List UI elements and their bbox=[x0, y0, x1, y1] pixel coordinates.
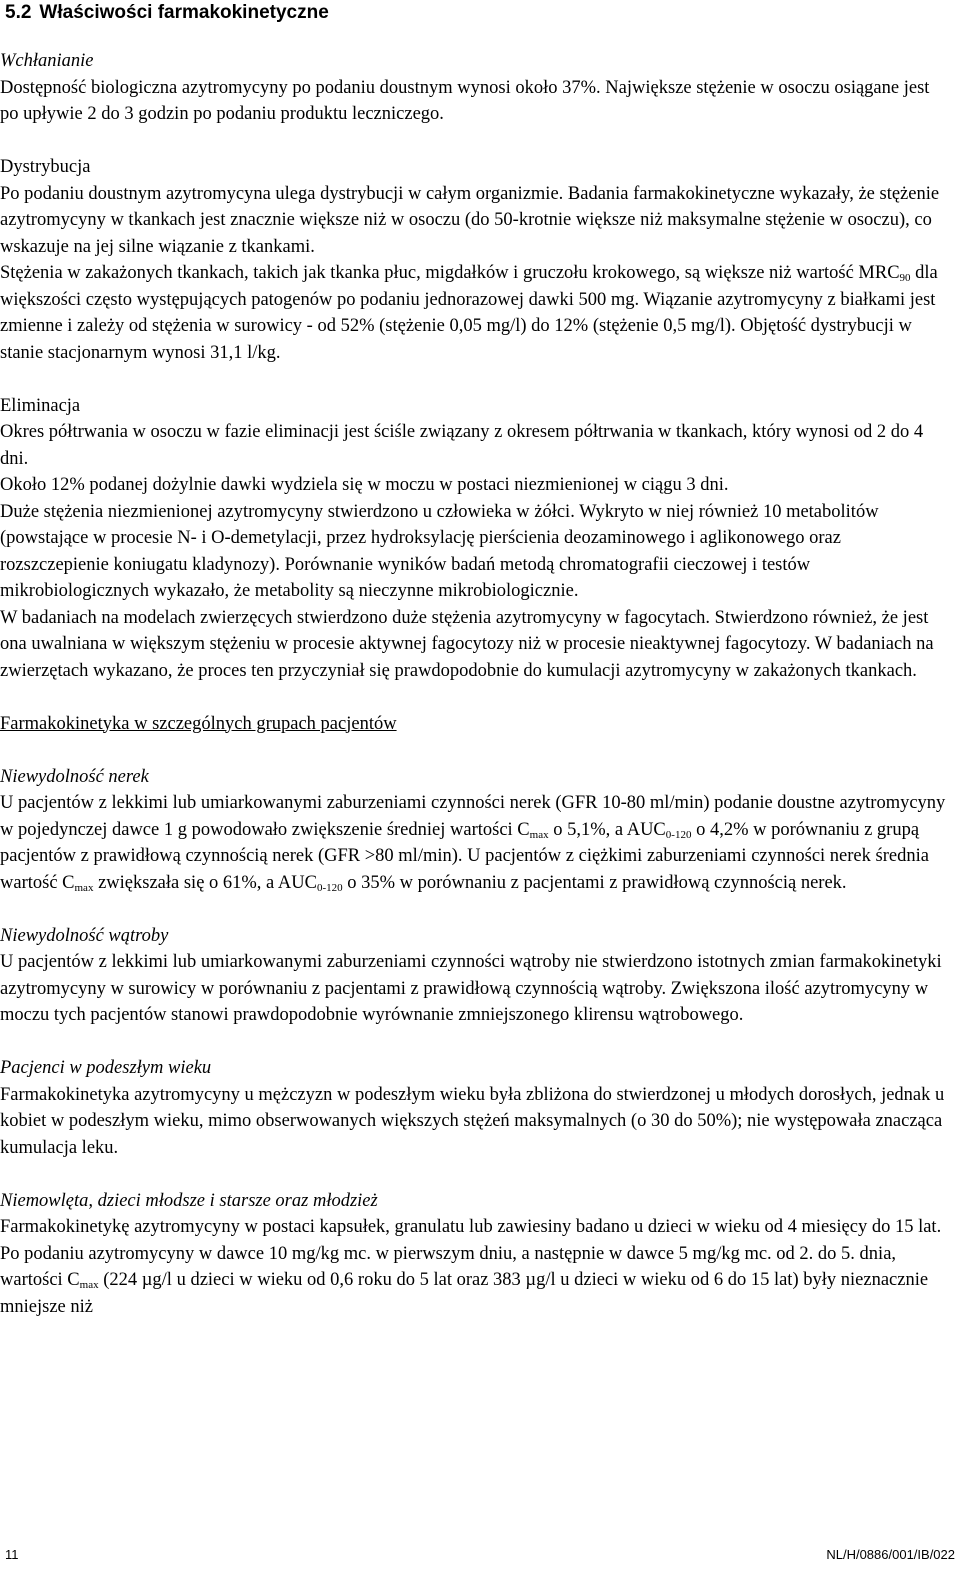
renal-text-3: o 4,2% w porównaniu z grupą pacjentów z prawidłową czynnością nerek (GFR >80 ml/min). U pacjentów z ciężkimi zaburzeniami czynności nerek średnia wartość C bbox=[0, 819, 929, 893]
children-text-1: Farmakokinetykę azytromycyny w postaci kapsułek, granulatu lub zawiesiny badano u dzieci w wieku od 4 miesięcy do 15 lat. Po podaniu azytromycyny w dawce 10 mg/kg mc. w pierwszym dniu, a następnie w dawce 5 mg/kg mc. od 2. do 5. dnia, wartości C bbox=[0, 1217, 942, 1290]
elimination-paragraph-2: Około 12% podanej dożylnie dawki wydziela się w moczu w postaci niezmienionej w ciągu 3 dni. bbox=[0, 475, 729, 495]
elderly-section bbox=[0, 1055, 950, 1161]
elderly-text: Farmakokinetyka azytromycyny u mężczyzn w podeszłym wieku była zbliżona do stwierdzonej u młodych dorosłych, jednak u kobiet w podeszłym wieku, mimo obserwowanych większych stężeń maksymalnych (o 30 do 50%); nie występowała znacząca kumulacja leku. bbox=[0, 1084, 945, 1158]
elimination-paragraph-1: Okres półtrwania w osoczu w fazie eliminacji jest ściśle związany z okresem półtrwania w tkankach, który wynosi od 2 do 4 dni. bbox=[0, 422, 924, 469]
elimination-heading: Eliminacja bbox=[0, 395, 81, 416]
distribution-p2-text-b: dla większości często występujących patogenów po podaniu jednorazowej dawki 500 mg. Wiązanie azytromycyny z białkami jest zmienne i zależy od stężenia w surowicy - od 52% (stężenie 0,05 mg/l) do 12% (stężenie 0,5 mg/l). Objętość dystrybucji w stanie stacjonarnym wynosi 31,1 l/kg. bbox=[0, 263, 938, 363]
cmax-subscript: max bbox=[74, 881, 94, 894]
section-title: Właściwości farmakokinetyczne bbox=[39, 2, 329, 23]
children-section bbox=[0, 1188, 950, 1321]
renal-text-2: o 5,1%, a AUC bbox=[548, 819, 666, 840]
distribution-paragraph-1: Po podaniu doustnym azytromycyna ulega dystrybucji w całym organizmie. Badania farmakokinetyczne wykazały, że stężenie azytromycyny w tkankach jest znacznie większe niż w osoczu (do 50-krotnie większe niż maksymalne stężenie w osoczu), co wskazuje na jej silne wiązanie z tkankami. bbox=[0, 183, 940, 257]
elimination-paragraph-3: Duże stężenia niezmienionej azytromycyny stwierdzono u człowieka w żółci. Wykryto w niej również 10 metabolitów (powstające w procesie N- i O-demetylacji, przez hydroksylację pierścienia deozaminowego i aglikonowego oraz rozszczepienie koniugatu kladynozy). Porównanie wyników badań metodą chromatografii cieczowej i testów mikrobiologicznych wykazało, że metabolity są nieczynne mikrobiologicznie. bbox=[0, 501, 879, 601]
elderly-heading: Pacjenci w podeszłym wieku bbox=[0, 1058, 212, 1078]
hepatic-text: U pacjentów z lekkimi lub umiarkowanymi zaburzeniami czynności wątroby nie stwierdzono istotnych zmian farmakokinetyki azytromycyny w surowicy w porównaniu z pacjentami z prawidłową czynnością wątroby. Zwiększona ilość azytromycyny w moczu tych pacjentów stanowi prawdopodobnie wyrównanie zmniejszonego klirensu wątrobowego. bbox=[0, 952, 942, 1025]
mrc-subscript: 90 bbox=[899, 272, 911, 284]
distribution-section bbox=[0, 154, 950, 366]
auc-subscript: 0-120 bbox=[316, 881, 343, 894]
renal-text-4: zwiększała się o 61%, a AUC bbox=[93, 872, 317, 893]
renal-text-1: U pacjentów z lekkimi lub umiarkowanymi zaburzeniami czynności nerek (GFR 10-80 ml/min) podanie doustne azytromycyny w pojedynczej dawce 1 g powodowało zwiększenie średniej wartości C bbox=[0, 793, 946, 840]
renal-text bbox=[0, 790, 950, 896]
document-reference: NL/H/0886/001/IB/022 bbox=[826, 1547, 955, 1562]
cmax-subscript: max bbox=[529, 828, 549, 841]
absorption-text: Dostępność biologiczna azytromycyny po podaniu doustnym wynosi około 37%. Największe stężenie w osoczu osiągane jest po upływie 2 do 3 godzin po podaniu produktu leczniczego. bbox=[0, 77, 930, 124]
renal-section bbox=[0, 764, 950, 897]
elimination-paragraph-4: W badaniach na modelach zwierzęcych stwierdzono duże stężenia azytromycyny w fagocytach. Stwierdzono również, że jest ona uwalniana w większym stężeniu w procesie aktywnej fagocytozy niż w procesie nieaktywnej fagocytozy. W badaniach na zwierzętach wykazano, że proces ten przyczyniał się prawdopodobnie do kumulacji azytromycyny w zakażonych tkankach. bbox=[0, 607, 934, 681]
special-groups-section bbox=[0, 711, 950, 738]
distribution-p2-text-a: Stężenia w zakażonych tkankach, takich jak tkanka płuc, migdałków i gruczołu krokowego, są większe niż wartość MRC bbox=[0, 263, 900, 283]
renal-heading: Niewydolność nerek bbox=[0, 766, 149, 787]
children-text-2: (224 µg/l u dzieci w wieku od 0,6 roku do 5 lat oraz 383 µg/l u dzieci w wieku od 6 do 15 lat) były nieznacznie mniejsze niż bbox=[0, 1270, 929, 1317]
children-text bbox=[0, 1214, 950, 1320]
page-number: 11 bbox=[5, 1547, 19, 1562]
absorption-heading: Wchłanianie bbox=[0, 51, 94, 71]
distribution-heading: Dystrybucja bbox=[0, 157, 91, 177]
auc-subscript: 0-120 bbox=[665, 828, 692, 841]
elimination-section bbox=[0, 393, 950, 685]
cmax-subscript: max bbox=[79, 1279, 99, 1291]
distribution-paragraph-2 bbox=[0, 260, 950, 366]
section-number: 5.2 bbox=[5, 2, 32, 23]
section-heading bbox=[5, 0, 955, 26]
special-groups-heading: Farmakokinetyka w szczególnych grupach pacjentów bbox=[0, 713, 397, 734]
document-body bbox=[0, 48, 950, 1320]
hepatic-heading: Niewydolność wątroby bbox=[0, 925, 169, 946]
renal-text-5: o 35% w porównaniu z pacjentami z prawidłową czynnością nerek. bbox=[342, 872, 847, 893]
hepatic-section bbox=[0, 923, 950, 1029]
children-heading: Niemowlęta, dzieci młodsze i starsze oraz młodzież bbox=[0, 1190, 378, 1211]
document-page bbox=[5, 0, 955, 26]
absorption-section bbox=[0, 48, 950, 128]
